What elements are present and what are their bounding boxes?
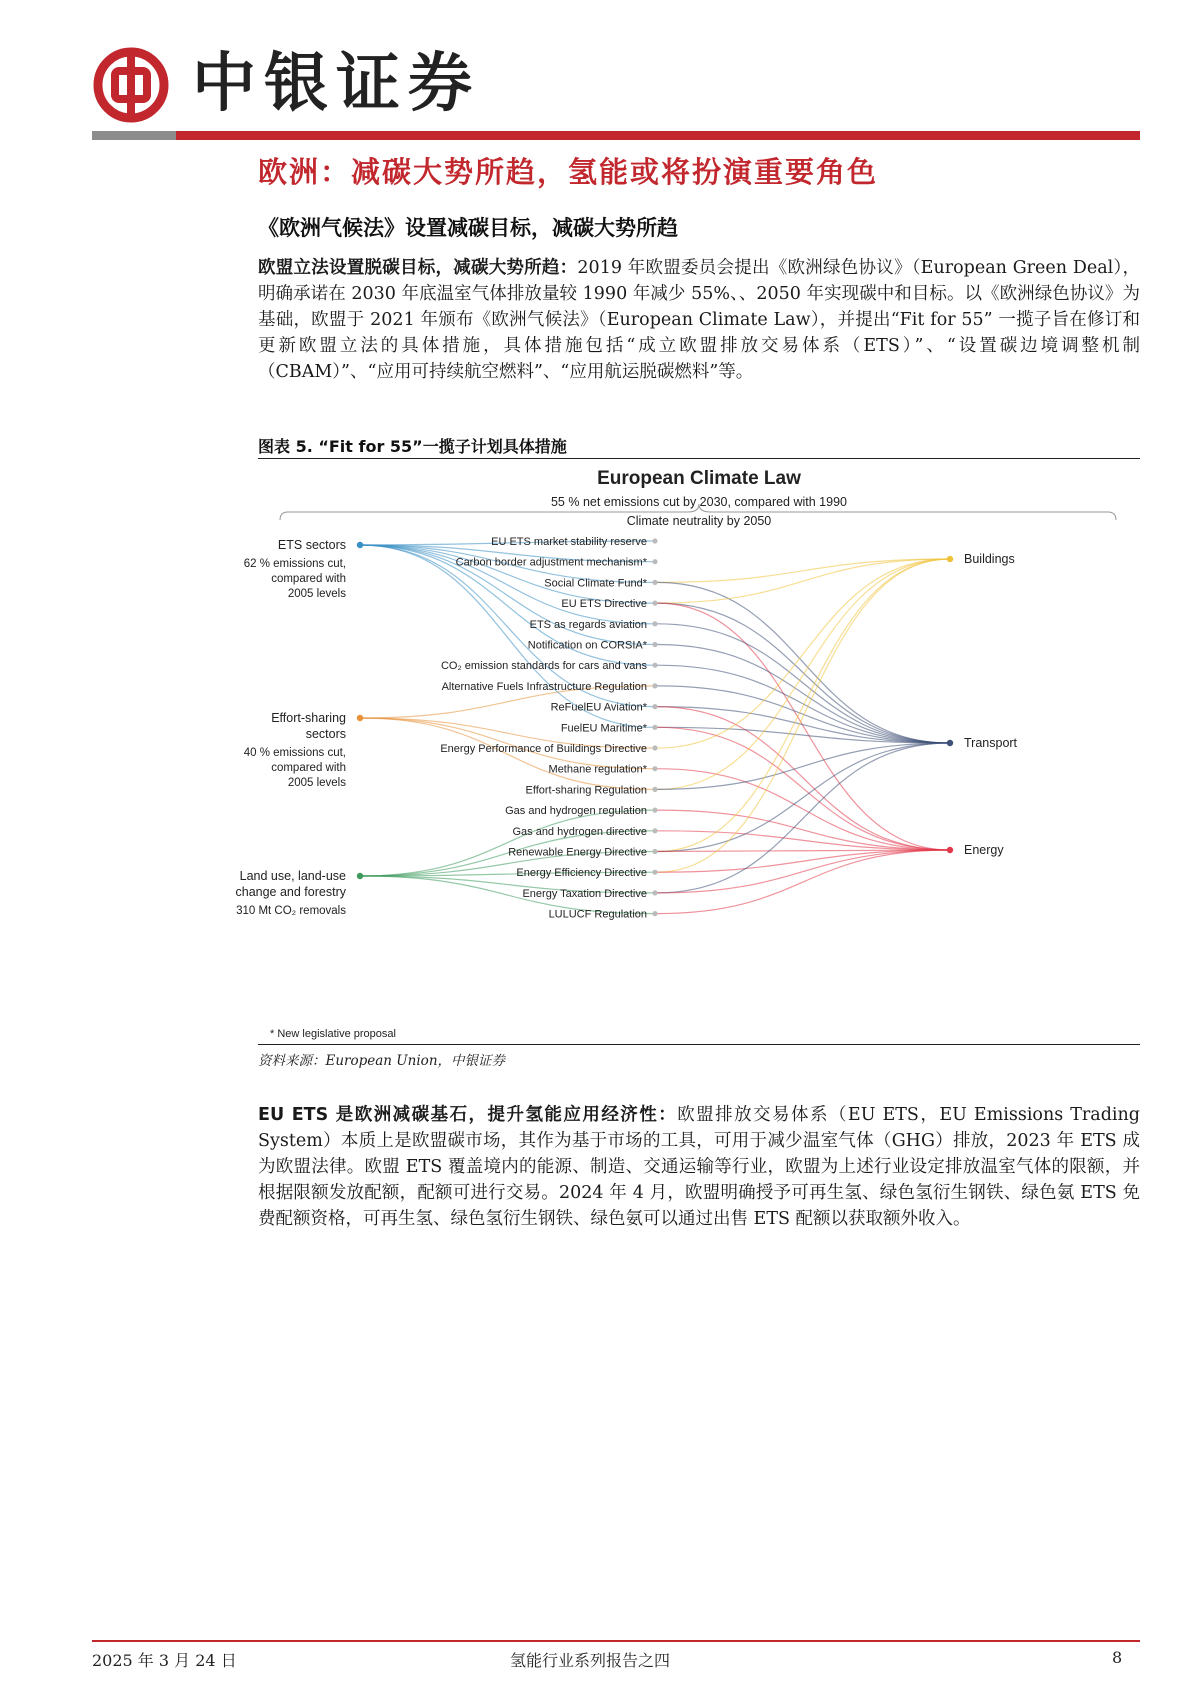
measure-dot	[652, 911, 657, 916]
measure-label: Effort-sharing Regulation	[525, 784, 647, 797]
figure-bottom-rule	[258, 1044, 1140, 1045]
measure-dot	[652, 538, 657, 543]
measure-label: Energy Efficiency Directive	[516, 867, 647, 880]
measure-label: Carbon border adjustment mechanism*	[455, 556, 647, 569]
measure-dot	[652, 849, 657, 854]
brand-name: 中银证券	[192, 47, 480, 121]
paragraph-1-lead: 欧盟立法设置脱碳目标，减碳大势所趋：	[258, 258, 578, 278]
chart-footnote: * New legislative proposal	[270, 1028, 396, 1040]
chart-title: European Climate Law	[597, 468, 801, 489]
chart-subtitle-line: 55 % net emissions cut by 2030, compared with 1990	[550, 495, 848, 509]
sub-title: 《欧洲气候法》设置减碳目标，减碳大势所趋	[258, 216, 678, 240]
paragraph-2-lead: EU ETS 是欧洲减碳基石，提升氢能应用经济性：	[258, 1105, 678, 1125]
link-right-energy	[657, 850, 950, 914]
left-node-detail: 310 Mt CO₂ removals	[236, 905, 346, 917]
figure-caption: 图表 5. “Fit for 55”一揽子计划具体措施	[258, 437, 567, 456]
link-right-buildings	[657, 559, 950, 852]
left-node-esr	[357, 715, 363, 721]
measure-label: LULUCF Regulation	[548, 908, 647, 921]
measure-label: Energy Performance of Buildings Directive	[440, 743, 647, 755]
right-node-energy	[947, 847, 953, 853]
left-node-detail: 2005 levels	[287, 777, 346, 789]
left-node-detail: 40 % emissions cut,	[243, 747, 346, 759]
measure-dot	[652, 787, 657, 792]
left-node-label: ETS sectors	[277, 538, 346, 552]
measure-dot	[652, 642, 657, 647]
link-left-ets	[360, 545, 653, 727]
left-node-detail: compared with	[271, 573, 346, 585]
measure-dot	[652, 745, 657, 750]
page-number: 8	[1112, 1648, 1123, 1667]
paragraph-2	[258, 1102, 1140, 1232]
right-node-label: Buildings	[964, 552, 1015, 566]
measure-dot	[652, 808, 657, 813]
link-right-buildings	[657, 559, 950, 872]
measure-label: Social Climate Fund*	[544, 577, 647, 590]
left-node-detail: 2005 levels	[287, 588, 346, 600]
footer-series: 氢能行业系列报告之四	[510, 1651, 671, 1670]
measure-label: EU ETS market stability reserve	[491, 536, 647, 548]
measure-label: ReFuelEU Aviation*	[550, 701, 647, 714]
measure-label: FuelEU Maritime*	[560, 722, 647, 735]
link-right-buildings	[657, 559, 950, 789]
measure-label: Notification on CORSIA*	[527, 639, 647, 652]
footer-rule	[92, 1640, 1140, 1642]
measure-dot	[652, 683, 657, 688]
header-rule-grey	[92, 131, 176, 140]
left-node-detail: 62 % emissions cut,	[243, 558, 346, 570]
measure-label: Alternative Fuels Infrastructure Regulation	[441, 680, 647, 693]
link-right-transport	[657, 743, 950, 852]
measure-label: Gas and hydrogen directive	[512, 825, 647, 838]
measure-label: Gas and hydrogen regulation	[505, 805, 647, 818]
measure-dot	[652, 559, 657, 564]
chart-subtitle-line: Climate neutrality by 2050	[626, 514, 772, 528]
measure-dot	[652, 870, 657, 875]
link-right-energy	[657, 603, 950, 850]
left-node-label: change and forestry	[235, 885, 346, 899]
measure-label: Methane regulation*	[548, 763, 647, 776]
left-node-detail: compared with	[271, 762, 346, 774]
figure-source: 资料来源：European Union，中银证券	[258, 1053, 506, 1069]
measure-dot	[652, 828, 657, 833]
link-right-transport	[657, 582, 950, 743]
figure-top-rule	[258, 458, 1140, 459]
link-right-transport	[657, 603, 950, 743]
measure-dot	[652, 621, 657, 626]
measure-label: Renewable Energy Directive	[508, 846, 647, 859]
right-node-transport	[947, 740, 953, 746]
link-right-energy	[657, 810, 950, 850]
footer-date: 2025 年 3 月 24 日	[92, 1651, 237, 1670]
measure-dot	[652, 725, 657, 730]
left-node-label: Effort-sharing	[271, 711, 346, 725]
measure-label: Energy Taxation Directive	[522, 887, 647, 900]
left-node-ets	[357, 542, 363, 548]
right-node-label: Energy	[964, 843, 1004, 857]
section-title: 欧洲：减碳大势所趋，氢能或将扮演重要角色	[258, 155, 879, 189]
measure-label: ETS as regards aviation	[529, 618, 647, 631]
paragraph-1-body: 2019 年欧盟委员会提出《欧洲绿色协议》（European Green Deal），明确承诺在 2030 年底温室气体排放量较 1990 年减少 55%、、2050 年实现碳中和目标。以《欧洲绿色协议》为基础，欧盟于 2021 年颁布《欧洲气候法》（European Climate Law），并提出“Fit for 55” 一揽子旨在修订和更新欧盟立法的具体措施，具体措施包括“成立欧盟排放交易体系（ETS）”、“设置碳边境调整机制（CBAM）”、“应用可持续航空燃料”、“应用航运脱碳燃料”等。	[258, 258, 1140, 382]
measure-label: EU ETS Directive	[561, 598, 647, 611]
link-left-lulucf	[360, 810, 653, 876]
paragraph-1	[258, 255, 1140, 385]
left-node-label: sectors	[305, 727, 346, 741]
right-node-buildings	[947, 556, 953, 562]
link-right-buildings	[657, 559, 950, 748]
measure-label: CO₂ emission standards for cars and vans	[440, 660, 647, 673]
right-node-label: Transport	[964, 736, 1018, 750]
measure-dot	[652, 704, 657, 709]
header-rule-red	[176, 131, 1140, 140]
measure-dot	[652, 663, 657, 668]
paragraph-2-body: 欧盟排放交易体系（EU ETS，EU Emissions Trading System）本质上是欧盟碳市场，其作为基于市场的工具，可用于减少温室气体（GHG）排放，2023 年 ETS 成为欧盟法律。欧盟 ETS 覆盖境内的能源、制造、交通运输等行业，欧盟为上述行业设定排放温室气体的限额，并根据限额发放配额，配额可进行交易。2024 年 4 月，欧盟明确授予可再生氢、绿色氢衍生钢铁、绿色氨 ETS 免费配额资格，可再生氢、绿色氢衍生钢铁、绿色氨可以通过出售 ETS 配额以获取额外收入。	[258, 1105, 1140, 1229]
measure-dot	[652, 580, 657, 585]
fit-for-55-diagram	[235, 460, 1140, 1042]
left-node-label: Land use, land-use	[239, 869, 346, 883]
left-node-lulucf	[357, 873, 363, 879]
measure-dot	[652, 601, 657, 606]
link-right-transport	[657, 743, 950, 789]
bank-of-china-logo-icon	[92, 46, 170, 124]
link-right-transport	[657, 743, 950, 893]
measure-dot	[652, 890, 657, 895]
measure-dot	[652, 766, 657, 771]
